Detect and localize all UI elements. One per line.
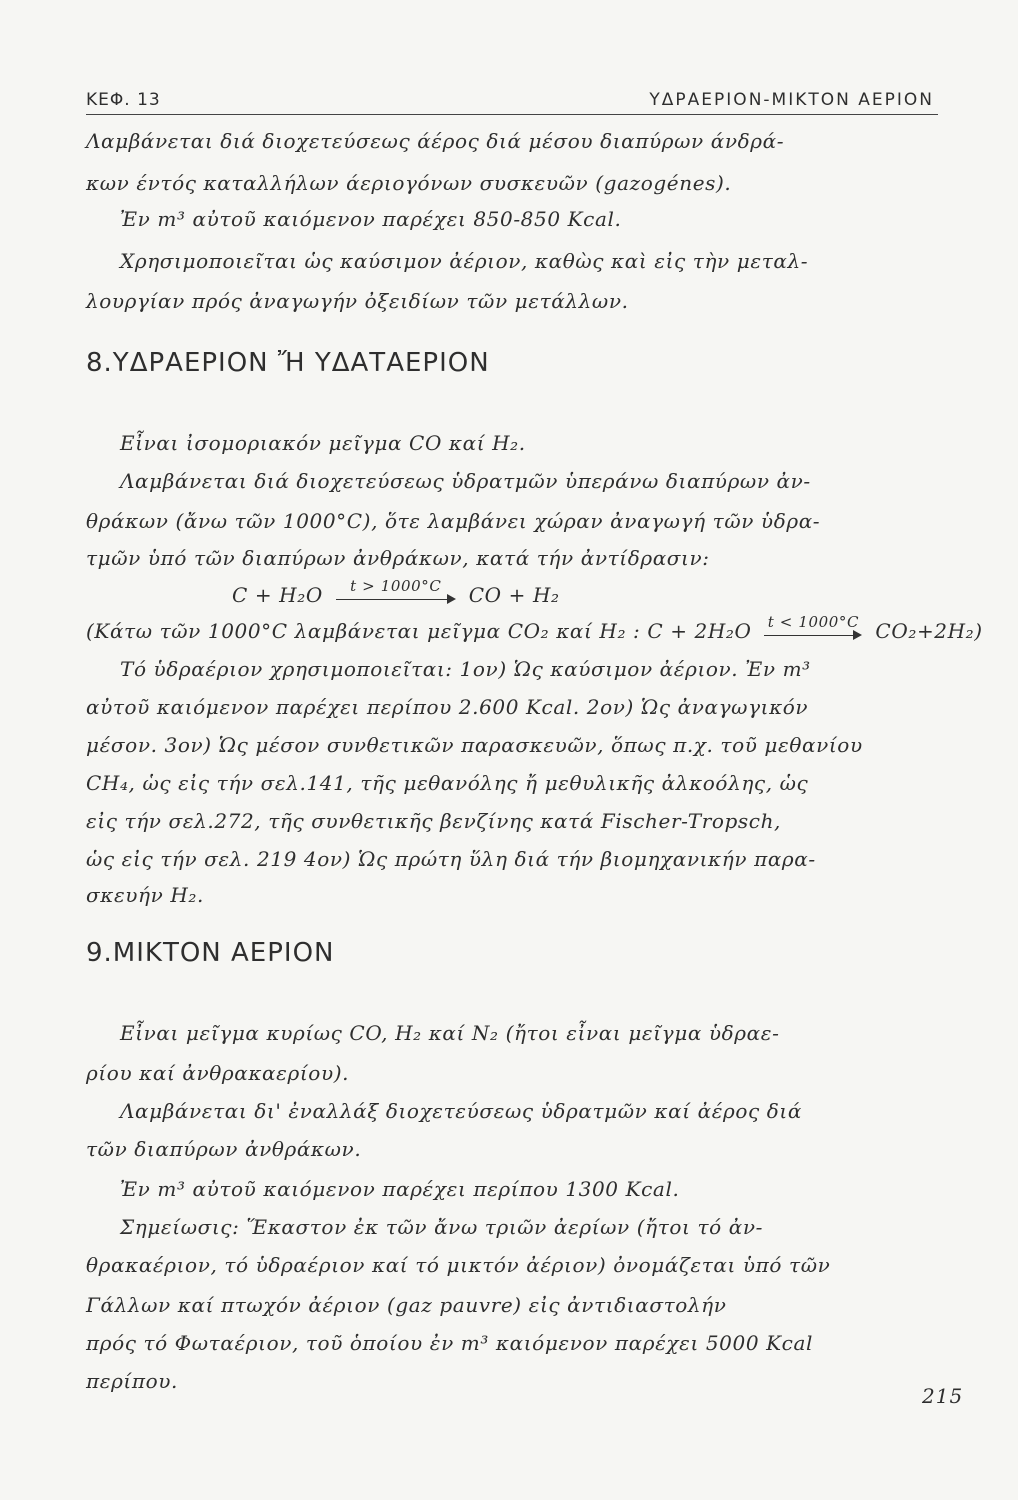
intro-line: Ἐν m³ αὐτοῦ καιόμενον παρέχει 850-850 Kcal. bbox=[120, 207, 622, 231]
section9-line: ρίου καί ἀνθρακαερίου). bbox=[86, 1061, 350, 1085]
section8-line: Τό ὑδραέριον χρησιμοποιεῖται: 1ον) Ὡς καύσιμον ἀέριον. Ἐν m³ bbox=[120, 657, 811, 681]
intro-line: κων έντός καταλλήλων άεριογόνων συσκευῶν (gazogénes). bbox=[86, 171, 732, 195]
section8-line: Εἶναι ἰσομοριακόν μεῖγμα CO καί H₂. bbox=[120, 431, 526, 455]
page-header bbox=[86, 82, 938, 115]
note-line: Σημείωσις: Ἕκαστον ἐκ τῶν ἄνω τριῶν ἀερίων (ἤτοι τό ἀν- bbox=[120, 1215, 763, 1239]
section8-line: ὡς εἰς τήν σελ. 219 4ον) Ὡς πρώτη ὕλη διά τήν βιομηχανικήν παρα- bbox=[86, 847, 816, 871]
section8-line: θράκων (ἄνω τῶν 1000°C), ὅτε λαμβάνει χώραν ἀναγωγή τῶν ὑδρα- bbox=[86, 509, 821, 533]
section8-line: σκευήν H₂. bbox=[86, 883, 204, 907]
section8-line: τμῶν ὑπό τῶν διαπύρων ἀνθράκων, κατά τήν ἀντίδρασιν: bbox=[86, 546, 710, 570]
note-line: πρός τό Φωταέριον, τοῦ ὁποίου ἐν m³ καιόμενον παρέχει 5000 Kcal bbox=[86, 1331, 813, 1355]
section9-line: Ἐν m³ αὐτοῦ καιόμενον παρέχει περίπου 1300 Kcal. bbox=[120, 1177, 680, 1201]
reaction-arrow-icon bbox=[764, 612, 862, 643]
inline-equation-condition: t < 1000°C bbox=[767, 612, 860, 631]
section8-line: Λαμβάνεται διά διοχετεύσεως ὑδρατμῶν ὑπεράνω διαπύρων ἀν- bbox=[120, 469, 811, 493]
equation-condition: t > 1000°C bbox=[350, 576, 442, 595]
intro-line: Χρησιμοποιεῖται ὡς καύσιμον ἀέριον, καθὼς καὶ εἰς τὴν μεταλ- bbox=[120, 249, 809, 273]
reaction-equation bbox=[232, 576, 1018, 608]
page-number: 215 bbox=[922, 1384, 964, 1408]
reaction-arrow-icon bbox=[336, 576, 456, 607]
intro-line: Λαμβάνεται διά διοχετεύσεως άέρος διά μέσου διαπύρων άνδρά- bbox=[86, 129, 785, 153]
section8-line: CH₄, ὡς εἰς τήν σελ.141, τῆς μεθανόλης ἤ μεθυλικῆς ἀλκοόλης, ὡς bbox=[86, 771, 809, 795]
note-line: θρακαέριον, τό ὑδραέριον καί τό μικτόν ἀέριον) ὀνομάζεται ὑπό τῶν bbox=[86, 1253, 831, 1277]
intro-line: λουργίαν πρός ἀναγωγήν ὀξειδίων τῶν μετάλλων. bbox=[86, 289, 629, 313]
inline-equation-products: CO₂+2H₂) bbox=[875, 619, 983, 643]
chapter-label: ΚΕΦ. 13 bbox=[86, 90, 161, 110]
note-line: περίπου. bbox=[86, 1369, 178, 1393]
note-line: Γάλλων καί πτωχόν ἀέριον (gaz pauvre) εἰς ἀντιδιαστολήν bbox=[86, 1293, 727, 1317]
section9-line: Λαμβάνεται δι' ἐναλλάξ διοχετεύσεως ὑδρατμῶν καί ἀέρος διά bbox=[120, 1099, 802, 1123]
section8-line: μέσον. 3ον) Ὡς μέσον συνθετικῶν παρασκευῶν, ὅπως π.χ. τοῦ μεθανίου bbox=[86, 733, 863, 757]
inline-equation-line bbox=[86, 612, 983, 644]
running-title: ΥΔΡΑΕΡΙΟΝ-ΜΙΚΤΟΝ ΑΕΡΙΟΝ bbox=[649, 90, 934, 110]
section-heading-9: 9.ΜΙΚΤΟΝ ΑΕΡΙΟΝ bbox=[86, 938, 335, 968]
equation-reactants: C + H₂O bbox=[232, 583, 323, 607]
section8-line: εἰς τήν σελ.272, τῆς συνθετικῆς βενζίνης κατά Fischer-Tropsch, bbox=[86, 809, 782, 833]
section9-line: τῶν διαπύρων ἀνθράκων. bbox=[86, 1137, 362, 1161]
section-heading-8: 8.ΥΔΡΑΕΡΙΟΝ Ἤ ΥΔΑΤΑΕΡΙΟΝ bbox=[86, 348, 490, 378]
section9-line: Εἶναι μεῖγμα κυρίως CO, H₂ καί N₂ (ἤτοι εἶναι μεῖγμα ὑδραε- bbox=[120, 1021, 780, 1045]
equation-products: CO + H₂ bbox=[468, 583, 560, 607]
inline-equation-text: (Κάτω τῶν 1000°C λαμβάνεται μεῖγμα CO₂ καί H₂ : C + 2H₂O bbox=[86, 619, 752, 643]
section8-line: αὐτοῦ καιόμενον παρέχει περίπου 2.600 Kcal. 2ον) Ὡς ἀναγωγικόν bbox=[86, 695, 809, 719]
